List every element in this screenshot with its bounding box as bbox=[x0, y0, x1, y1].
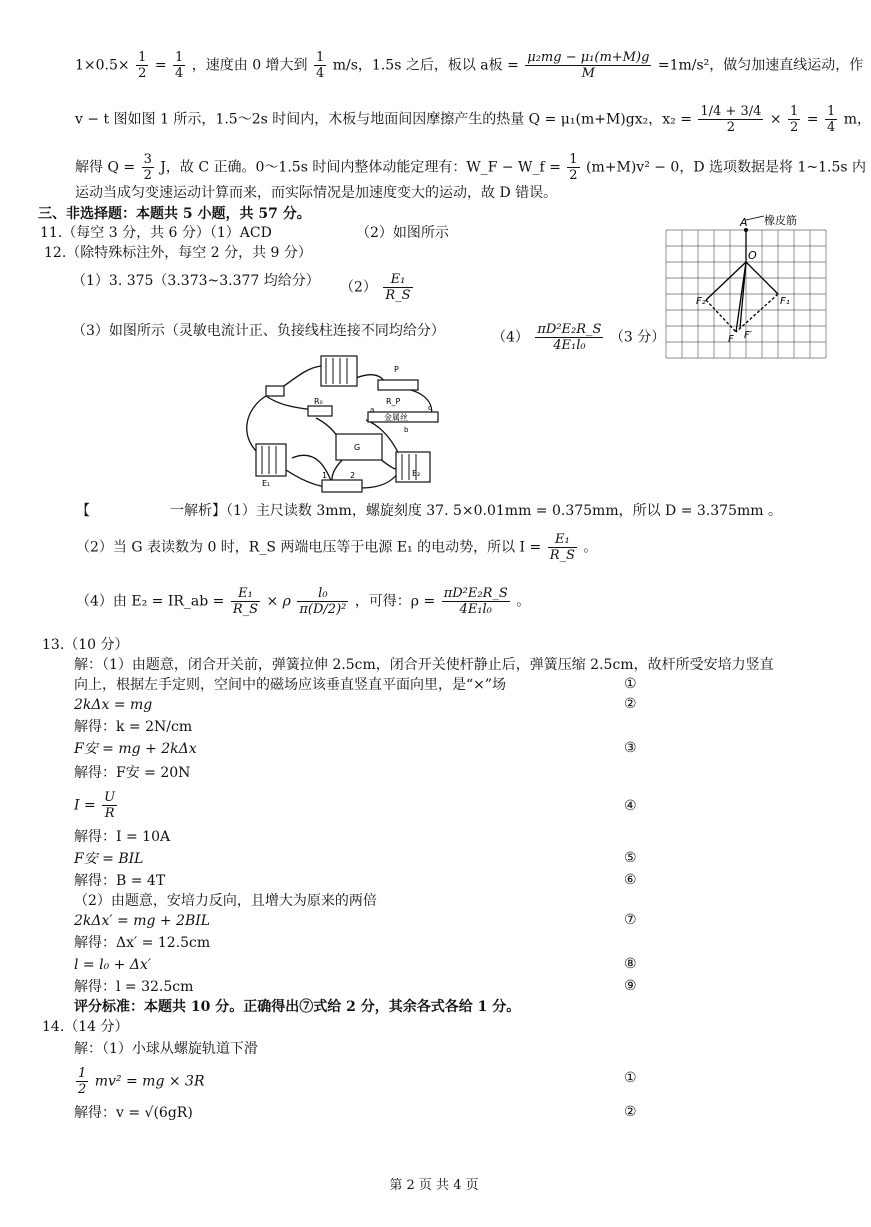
q14-e1: $\frac{1}{2}$ mv² = mg × 3R bbox=[78, 1066, 205, 1097]
q14-title: 14.（14 分） bbox=[42, 1019, 129, 1035]
q13-e5: 2kΔx′ = mg + 2BIL bbox=[74, 913, 211, 929]
svg-text:c: c bbox=[428, 404, 432, 412]
svg-text:R_P: R_P bbox=[386, 397, 401, 406]
force-diagram bbox=[664, 214, 828, 360]
t2-frac-big: $\frac{1/4 + 3/4}{2}$ bbox=[700, 104, 762, 135]
t1-prefix: 1×0.5× bbox=[75, 57, 130, 74]
q13-r4: 解得：B = 4T bbox=[74, 873, 166, 889]
t2-text: v − t 图如图 1 所示，1.5～2s 时间内，木板与地面间因摩擦产生的热量 Q = μ₁(m+M)gx₂，x₂ = bbox=[75, 111, 692, 128]
q11: 11.（每空 3 分，共 6 分）（1）ACD bbox=[40, 225, 272, 241]
t4: 运动当成匀变速运动计算而来，而实际情况是加速度变大的运动，故 D 错误。 bbox=[75, 185, 558, 201]
svg-text:a: a bbox=[370, 406, 375, 414]
q12-4: （4） $\frac{\text{πD²E₂R\_S}}{\text{4E₁l₀}}$ （3 分） bbox=[492, 322, 666, 353]
q13-r1: 解得：k = 2N/cm bbox=[74, 719, 193, 735]
q13-r6: 解得：l = 32.5cm bbox=[74, 979, 194, 995]
q13-e2: F安 = mg + 2kΔx bbox=[74, 741, 197, 757]
svg-text:P: P bbox=[394, 365, 399, 374]
svg-text:E₂: E₂ bbox=[412, 469, 421, 478]
analysis-2: （2）当 G 表读数为 0 时，R_S 两端电压等于电源 E₁ 的电动势，所以 I = $\frac{\text{E₁}}{R\_S}$ 。 bbox=[76, 532, 598, 563]
svg-text:F: F bbox=[728, 334, 734, 345]
q13-e3: I = $\frac{U}{R}$ bbox=[74, 790, 116, 821]
q12-2: （2） $\frac{\text{E₁}}{R\_S}$ bbox=[340, 272, 411, 303]
t1-frac3: $\frac{1}{4}$ bbox=[316, 50, 325, 81]
svg-text:金属丝: 金属丝 bbox=[384, 413, 408, 422]
q13-e4: F安 = BIL bbox=[74, 851, 144, 867]
q13-e1: 2kΔx = mg bbox=[74, 697, 153, 713]
q13-r5: 解得：Δx′ = 12.5cm bbox=[74, 935, 211, 951]
t3-prefix: 解得 Q = bbox=[75, 159, 136, 176]
svg-text:F₁: F₁ bbox=[780, 296, 790, 307]
q12-3: （3）如图所示（灵敏电流计正、负接线柱连接不同均给分） bbox=[72, 323, 445, 339]
label-rubber: 橡皮筋 bbox=[764, 214, 797, 227]
section-heading: 三、非选择题：本题共 5 小题，共 57 分。 bbox=[38, 206, 311, 222]
page-footer: 第 2 页 共 4 页 bbox=[389, 1178, 479, 1193]
svg-text:G: G bbox=[354, 443, 361, 452]
q13-title: 13.（10 分） bbox=[42, 637, 129, 653]
q13-score: 评分标准：本题共 10 分。正确得出⑦式给 2 分，其余各式各给 1 分。 bbox=[74, 999, 521, 1015]
q14-r1: 解得：v = √(6gR) bbox=[74, 1105, 193, 1121]
t1-frac2: $\frac{1}{4}$ bbox=[175, 50, 184, 81]
svg-text:b: b bbox=[404, 426, 409, 434]
q14-l1: 解：（1）小球从螺旋轨道下滑 bbox=[74, 1041, 258, 1057]
analysis-4: （4）由 E₂ = IR_ab = $\frac{\text{E₁}}{R\_S}$ × ρ $\frac{\text{l₀}}{\text{π(D/2)²}}$ ，可得：ρ = $\frac{\text{πD²E₂R\_S}}{\text{4E₁l₀}}$ 。 bbox=[76, 586, 531, 617]
svg-text:F₂: F₂ bbox=[696, 296, 706, 307]
label-A: A bbox=[740, 216, 748, 229]
svg-text:E₁: E₁ bbox=[262, 479, 271, 488]
svg-text:1: 1 bbox=[322, 471, 328, 480]
q12-1: （1）3. 375（3.373~3.377 均给分） bbox=[72, 273, 320, 289]
svg-text:R₀: R₀ bbox=[314, 397, 323, 406]
svg-text:O: O bbox=[748, 249, 757, 262]
q13-r2: 解得：F安 = 20N bbox=[74, 765, 191, 781]
q13-l2: 向上，根据左手定则，空间中的磁场应该垂直竖直平面向里，是“×”场 bbox=[74, 677, 507, 693]
svg-text:F′: F′ bbox=[744, 330, 753, 341]
q13-r3: 解得：I = 10A bbox=[74, 829, 171, 845]
svg-text:2: 2 bbox=[350, 471, 356, 480]
q12: 12.（除特殊标注外，每空 2 分，共 9 分） bbox=[44, 245, 312, 261]
t1-frac4: $\frac{\text{μ₂mg − μ₁(m+M)g}}{M}$ bbox=[527, 50, 650, 81]
t1-frac1: $\frac{1}{2}$ bbox=[138, 50, 147, 81]
q13-p2: （2）由题意，安培力反向，且增大为原来的两倍 bbox=[74, 893, 377, 909]
q13-e6: l = l₀ + Δx′ bbox=[74, 957, 152, 973]
circuit-diagram bbox=[236, 348, 456, 498]
q11-2: （2）如图所示 bbox=[356, 225, 449, 241]
analysis-1: 【 一解析】（1）主尺读数 3mm，螺旋刻度 37. 5×0.01mm = 0.375mm，所以 D = 3.375mm 。 bbox=[76, 503, 782, 519]
q13-l1: 解：（1）由题意，闭合开关前，弹簧拉伸 2.5cm，闭合开关使杆静止后，弹簧压缩 2.5cm，故杆所受安培力竖直 bbox=[74, 657, 774, 673]
